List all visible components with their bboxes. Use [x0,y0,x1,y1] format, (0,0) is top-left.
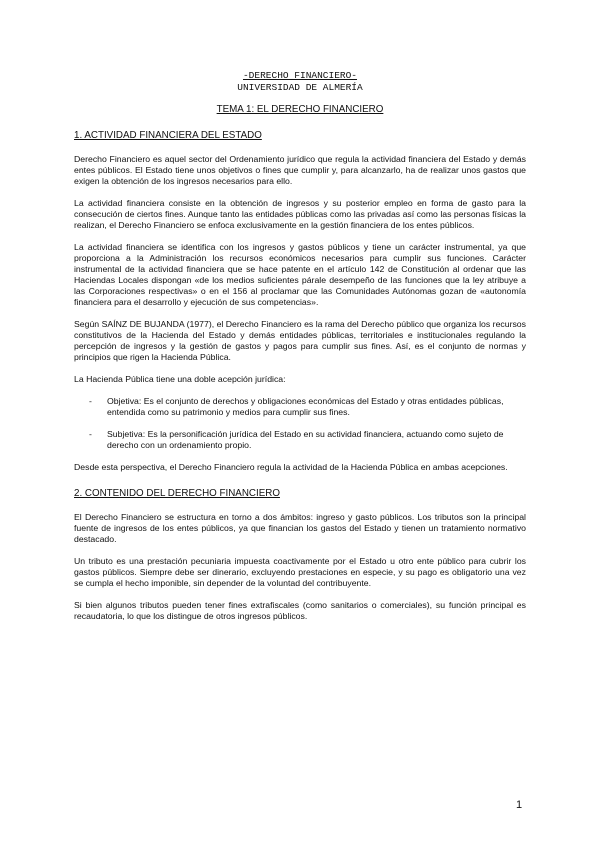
paragraph: Si bien algunos tributos pueden tener fines extrafiscales (como sanitarios o comerciales), su función principal es recaudatoria, lo que los distingue de otros ingresos públicos. [74,600,526,621]
paragraph: Según SAÍNZ DE BUJANDA (1977), el Derecho Financiero es la rama del Derecho público que organiza los recursos constitutivos de la Hacienda del Estado y demás entidades públicas, territoriales e institucionales regulando la percepción de ingresos y la gestión de gastos y pagos para cumplir sus fines. Así, es el conjunto de normas y principios que rigen la Hacienda Pública. [74,319,526,362]
bullet-dash: - [89,429,92,439]
bullet-dash: - [89,396,92,406]
definition-list [74,396,526,451]
list-item [74,429,526,451]
list-item-text: Subjetiva: Es la personificación jurídica del Estado en su actividad financiera, actuando como sujeto de derecho con un ordenamiento propio. [107,429,504,450]
university-name: UNIVERSIDAD DE ALMERÍA [237,82,363,93]
paragraph: La actividad financiera consiste en la obtención de ingresos y su posterior empleo en forma de gasto para la consecución de ciertos fines. Aunque tanto las entidades públicas como las privadas así como las personas físicas la realizan, el Derecho Financiero se enfoca exclusivamente en la gestión financiera de los entes públicos. [74,198,526,230]
paragraph: Derecho Financiero es aquel sector del Ordenamiento jurídico que regula la actividad financiera del Estado y demás entes públicos. El Estado tiene unos objetivos o fines que cumplir y, para alcanzarlo, ha de realizar unos gastos que exigen la obtención de los ingresos necesarios para ello. [74,154,526,186]
paragraph: Un tributo es una prestación pecuniaria impuesta coactivamente por el Estado u otro ente público para cubrir los gastos públicos. Siempre debe ser dinerario, excluyendo prestaciones en especie, y su pago es obligatorio una vez se cumpla el hecho imponible, sin depender de la voluntad del contribuyente. [74,556,526,588]
paragraph: La actividad financiera se identifica con los ingresos y gastos públicos y tiene un carácter instrumental, ya que proporciona a la Administración los recursos económicos necesarios para cumplir sus funciones. Carácter instrumental de la actividad financiera que se hace patente en el artículo 142 de Constitución al ordenar que las Haciendas Locales dispongan «de los medios suficientes párale desempeño de las funciones que la ley atribuye a las Corporaciones respectivas» o en el 156 al proclamar que las Comunidades Autónomas gozan de «autonomía financiera para el desarrollo y ejecución de sus competencias». [74,242,526,307]
paragraph: La Hacienda Pública tiene una doble acepción jurídica: [74,374,286,384]
document-header [74,70,526,94]
paragraph: Desde esta perspectiva, el Derecho Financiero regula la actividad de la Hacienda Pública en ambas acepciones. [74,462,508,472]
course-title: -DERECHO FINANCIERO- [242,70,358,81]
section-1-heading: 1. ACTIVIDAD FINANCIERA DEL ESTADO [74,130,262,141]
section-2-heading: 2. CONTENIDO DEL DERECHO FINANCIERO [74,488,280,499]
list-item-text: Objetiva: Es el conjunto de derechos y obligaciones económicas del Estado y otras entidades públicas, entendida como su patrimonio y medios para cumplir sus fines. [107,396,504,417]
document-page [74,70,526,633]
topic-title: TEMA 1: EL DERECHO FINANCIERO [216,104,384,115]
page-number: 1 [516,799,523,811]
list-item [74,396,526,418]
paragraph: El Derecho Financiero se estructura en torno a dos ámbitos: ingreso y gasto públicos. Los tributos son la principal fuente de ingresos de los entes públicos, ya que financian los gastos del Estado y tienen un tratamiento normativo destacado. [74,512,526,544]
